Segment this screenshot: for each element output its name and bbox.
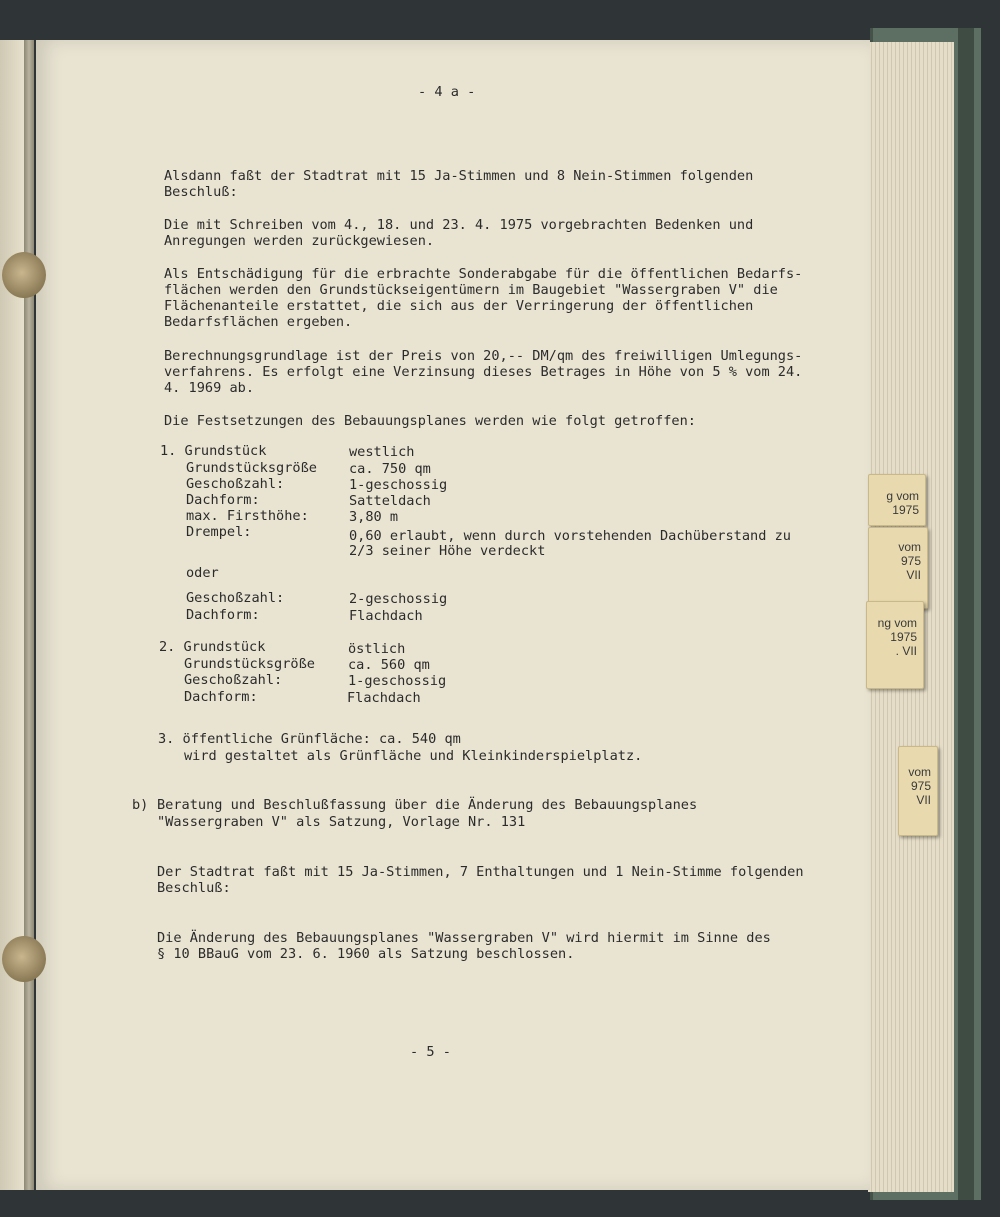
item2-size-value: ca. 560 qm bbox=[348, 657, 430, 673]
compensation-paragraph: Als Entschädigung für die erbrachte Sonderabgabe für die öffentlichen Bedarfs-flächen werden den Grundstückseigentümern im Baugebiet "Wassergraben V" die Flächenanteile erstattet, die sich aus der Verringerung der öffentlichen Bedarfsflächen ergeben. bbox=[164, 266, 803, 330]
item1-alt-roof-label: Dachform: bbox=[186, 607, 260, 623]
page-number-header: - 4 a - bbox=[418, 84, 476, 100]
calculation-basis-paragraph: Berechnungsgrundlage ist der Preis von 20,-- DM/qm des freiwilligen Umlegungs-verfahrens. Es erfolgt eine Verzinsung dieses Betrages in Höhe von 5 % vom 24. 4. 1969 ab. bbox=[164, 348, 803, 396]
item1-roof-value: Satteldach bbox=[349, 493, 431, 509]
vote-paragraph: Der Stadtrat faßt mit 15 Ja-Stimmen, 7 Enthaltungen und 1 Nein-Stimme folgenden Beschluß: bbox=[157, 864, 804, 896]
tab-4-line1: vom bbox=[908, 765, 931, 779]
tab-4-line2: 975 bbox=[910, 779, 931, 793]
tab-3-line1: ng vom bbox=[877, 616, 917, 630]
item2-floors-label: Geschoßzahl: bbox=[184, 672, 283, 688]
item1-drempel-continuation: 2/3 seiner Höhe verdeckt bbox=[349, 543, 546, 559]
item1-floors-label: Geschoßzahl: bbox=[186, 476, 285, 492]
item2-roof-label: Dachform: bbox=[184, 689, 258, 705]
item3-line1: 3. öffentliche Grünfläche: ca. 540 qm bbox=[158, 731, 461, 747]
fixings-heading: Die Festsetzungen des Bebauungsplanes werden wie folgt getroffen: bbox=[164, 413, 696, 429]
item2-size-label: Grundstücksgröße bbox=[184, 656, 315, 672]
section-b-title-line1: Beratung und Beschlußfassung über die Änderung des Bebauungsplanes bbox=[157, 797, 698, 813]
item1-alt-roof-value: Flachdach bbox=[349, 608, 423, 624]
index-tab-1 bbox=[868, 474, 926, 526]
tab-3-line2: 1975 bbox=[890, 630, 917, 644]
item1-ridge-label: max. Firsthöhe: bbox=[186, 508, 309, 524]
index-tab-3 bbox=[866, 601, 924, 689]
binding-spine bbox=[24, 40, 34, 1190]
document-text bbox=[36, 40, 870, 1190]
section-b-title-line2: "Wassergraben V" als Satzung, Vorlage Nr. 131 bbox=[157, 814, 526, 830]
tab-1-line1: g vom bbox=[886, 489, 919, 503]
tab-4-line3: VII bbox=[916, 793, 931, 807]
tab-2-line3: VII bbox=[906, 568, 921, 582]
item3-line2: wird gestaltet als Grünfläche und Kleinkinderspielplatz. bbox=[184, 748, 643, 764]
item1-or: oder bbox=[186, 565, 219, 581]
index-tab-2 bbox=[868, 527, 928, 609]
document-page bbox=[36, 40, 870, 1190]
tab-3-line3: . VII bbox=[895, 644, 917, 658]
item1-size-label: Grundstücksgröße bbox=[186, 460, 317, 476]
section-b-marker: b) bbox=[132, 797, 149, 813]
item2-label: 2. Grundstück bbox=[159, 639, 266, 655]
intro-paragraph: Alsdann faßt der Stadtrat mit 15 Ja-Stimmen und 8 Nein-Stimmen folgenden Beschluß: bbox=[164, 168, 754, 200]
binder-board-edge bbox=[958, 28, 974, 1200]
item1-size-value: ca. 750 qm bbox=[349, 461, 431, 477]
tab-2-line2: 975 bbox=[900, 554, 921, 568]
index-tab-4 bbox=[898, 746, 938, 836]
punch-hole-top bbox=[2, 252, 46, 298]
item1-alt-floors-label: Geschoßzahl: bbox=[186, 590, 285, 606]
tab-2-line1: vom bbox=[898, 540, 921, 554]
item1-label: 1. Grundstück bbox=[160, 443, 267, 459]
punch-hole-bottom bbox=[2, 936, 46, 982]
item1-floors-value: 1-geschossig bbox=[349, 477, 448, 493]
rejection-paragraph: Die mit Schreiben vom 4., 18. und 23. 4. 1975 vorgebrachten Bedenken und Anregungen werden zurückgewiesen. bbox=[164, 217, 754, 249]
item1-roof-label: Dachform: bbox=[186, 492, 260, 508]
item2-value: östlich bbox=[348, 641, 406, 657]
resolution-paragraph: Die Änderung des Bebauungsplanes "Wassergraben V" wird hiermit im Sinne des § 10 BBauG vom 23. 6. 1960 als Satzung beschlossen. bbox=[157, 930, 771, 962]
tab-1-line2: 1975 bbox=[892, 503, 919, 517]
left-page-edge bbox=[0, 40, 24, 1190]
item2-floors-value: 1-geschossig bbox=[348, 673, 447, 689]
item1-ridge-value: 3,80 m bbox=[349, 509, 399, 525]
item1-alt-floors-value: 2-geschossig bbox=[349, 591, 448, 607]
item2-roof-value: Flachdach bbox=[347, 690, 421, 706]
item1-drempel-label: Drempel: bbox=[186, 524, 252, 540]
page-number-footer: - 5 - bbox=[410, 1044, 451, 1060]
item1-drempel-value: 0,60 erlaubt, wenn durch vorstehenden Dachüberstand zu bbox=[349, 528, 791, 544]
item1-value: westlich bbox=[349, 444, 415, 460]
